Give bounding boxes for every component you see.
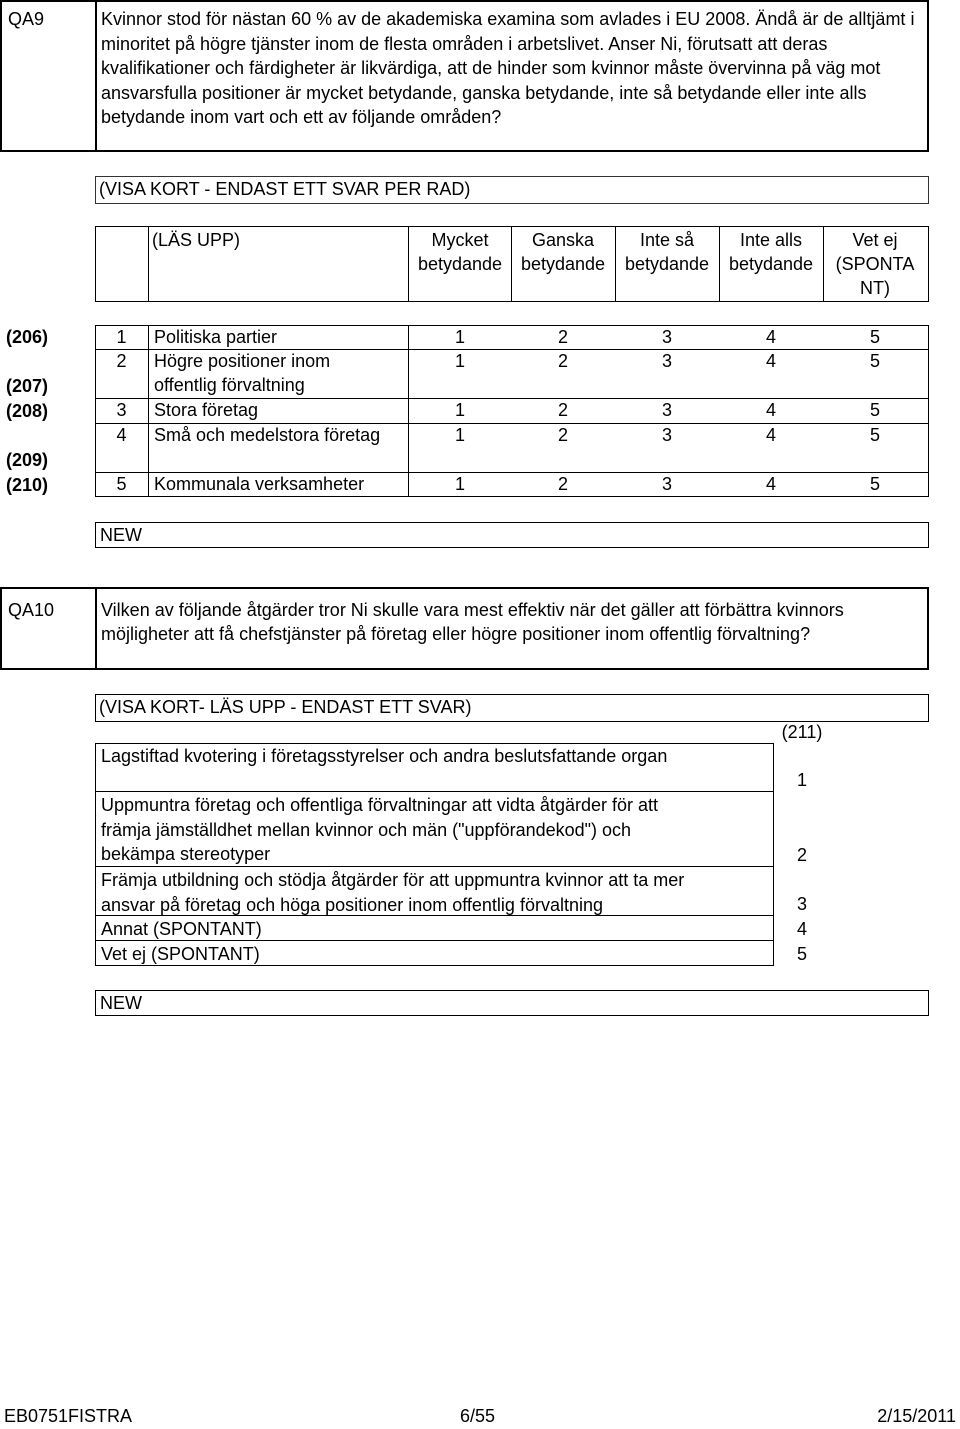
qa9-row-label: Politiska partier (154, 327, 278, 347)
qa9-answer-code[interactable]: 1 (454, 327, 465, 347)
qa9-answer-code[interactable]: 2 (557, 351, 568, 371)
qa9-header-separator (148, 226, 149, 302)
qa9-column-header-1: betydande (417, 254, 503, 274)
qa9-answer-code[interactable]: 4 (765, 425, 776, 445)
qa9-answer-code[interactable]: 1 (454, 400, 465, 420)
qa9-column-header-2: betydande (520, 254, 606, 274)
qa10-var-code: (211) (781, 722, 823, 742)
qa9-column-header-4: betydande (728, 254, 814, 274)
qa9-answer-code[interactable]: 2 (557, 474, 568, 494)
footer-date: 2/15/2011 (877, 1406, 956, 1426)
qa9-row-number: 2 (116, 351, 127, 371)
qa9-row-label: Små och medelstora företag (154, 425, 381, 445)
qa10-question-line2: möjligheter att få chefstjänster på företag eller högre positioner inom offentlig förvaltning? (101, 624, 811, 644)
qa9-column-header-3: Inte så (639, 230, 695, 250)
qa9-answer-code[interactable]: 2 (557, 327, 568, 347)
qa10-code: QA10 (8, 600, 55, 620)
qa10-option-text: ansvar på företag och höga positioner inom offentlig förvaltning (101, 894, 603, 915)
qa10-option-code[interactable]: 3 (796, 894, 807, 914)
qa9-answer-code[interactable]: 5 (869, 351, 880, 371)
qa9-divider (95, 0, 97, 152)
qa9-row-number: 4 (116, 425, 127, 445)
qa9-read-label: (LÄS UPP) (152, 230, 241, 250)
qa10-option-text: Uppmuntra företag och offentliga förvaltningar att vidta åtgärder för att (101, 795, 658, 815)
qa9-row-code: (208) (6, 401, 49, 421)
qa9-answer-code[interactable]: 3 (661, 351, 672, 371)
qa10-option-text: främja jämställdhet mellan kvinnor och män ("uppförandekod") och (101, 819, 632, 840)
qa9-column-header-5: (SPONTA (835, 254, 915, 274)
qa9-answer-code[interactable]: 5 (869, 327, 880, 347)
qa10-option-code[interactable]: 1 (796, 770, 807, 790)
qa9-new-box (95, 522, 929, 548)
qa9-answer-code[interactable]: 3 (661, 474, 672, 494)
qa9-row-code: (210) (6, 475, 49, 495)
qa9-answer-code[interactable]: 4 (765, 351, 776, 371)
qa10-new-label: NEW (100, 993, 142, 1013)
qa9-answer-code[interactable]: 4 (765, 400, 776, 420)
qa10-option-text: Annat (SPONTANT) (101, 919, 262, 939)
qa9-row-code: (207) (6, 376, 49, 396)
qa9-answer-code[interactable]: 1 (454, 351, 465, 371)
qa9-question-text: Kvinnor stod för nästan 60 % av de akademiska examina som avlades i EU 2008. Ändå är de alltjämt i minoritet på högre tjänster inom de flesta områden i arbetslivet. Anser Ni, förutsatt att deras kvalifikationer och färdigheter är likvärdiga, att de hinder som kvinnor måste övervinna på väg mot ansvarsfulla positioner är mycket betydande, ganska betydande, inte så betydande eller inte alls betydande inom vart och ett av följande områden? (101, 9, 915, 127)
qa9-code: QA9 (8, 9, 45, 29)
qa9-row-label: offentlig förvaltning (154, 375, 305, 395)
qa9-answer-code[interactable]: 1 (454, 474, 465, 494)
qa9-new-label: NEW (100, 525, 142, 545)
qa9-answer-code[interactable]: 2 (557, 425, 568, 445)
qa9-row-label: Stora företag (154, 400, 259, 420)
qa9-answer-code[interactable]: 4 (765, 327, 776, 347)
qa9-column-header-3: betydande (624, 254, 710, 274)
qa9-row-code: (209) (6, 450, 49, 470)
qa10-question-line1: Vilken av följande åtgärder tror Ni skulle vara mest effektiv när det gäller att förbättra kvinnors (101, 600, 844, 620)
qa10-option-text: Vet ej (SPONTANT) (101, 944, 260, 964)
qa10-new-box (95, 990, 929, 1016)
qa9-row-number: 3 (116, 400, 127, 420)
qa9-column-header-4: Inte alls (739, 230, 803, 250)
qa10-instruction: (VISA KORT- LÄS UPP - ENDAST ETT SVAR) (99, 697, 472, 717)
qa10-option-code[interactable]: 5 (796, 944, 807, 964)
qa9-answer-code[interactable]: 3 (661, 400, 672, 420)
qa9-row-number: 1 (116, 327, 127, 347)
qa10-option-code[interactable]: 4 (796, 919, 807, 939)
qa9-row-number: 5 (116, 474, 127, 494)
qa9-answer-code[interactable]: 1 (454, 425, 465, 445)
qa9-answer-code[interactable]: 3 (661, 327, 672, 347)
qa9-column-header-5: Vet ej (852, 230, 898, 250)
qa9-instruction: (VISA KORT - ENDAST ETT SVAR PER RAD) (99, 179, 471, 199)
qa10-option-text: bekämpa stereotyper (101, 844, 271, 864)
qa9-answer-code[interactable]: 5 (869, 425, 880, 445)
qa10-option-text: Främja utbildning och stödja åtgärder för att uppmuntra kvinnor att ta mer (101, 870, 685, 890)
qa9-answer-code[interactable]: 4 (765, 474, 776, 494)
qa9-row-code: (206) (6, 327, 49, 347)
qa9-answer-code[interactable]: 5 (869, 474, 880, 494)
qa10-divider (95, 587, 97, 670)
qa9-answer-code[interactable]: 5 (869, 400, 880, 420)
footer-doc-id: EB0751FISTRA (4, 1406, 133, 1426)
qa10-option-text: Lagstiftad kvotering i företagsstyrelser och andra beslutsfattande organ (101, 746, 668, 766)
qa9-row-label: Högre positioner inom (154, 351, 331, 371)
qa9-column-header-2: Ganska (531, 230, 595, 250)
qa10-option-code[interactable]: 2 (796, 845, 807, 865)
qa9-column-header-1: Mycket (431, 230, 489, 250)
footer-page: 6/55 (460, 1406, 496, 1426)
qa9-answer-code[interactable]: 2 (557, 400, 568, 420)
qa9-column-header-5: NT) (860, 278, 890, 298)
qa9-answer-code[interactable]: 3 (661, 425, 672, 445)
qa9-row-label: Kommunala verksamheter (154, 474, 365, 494)
